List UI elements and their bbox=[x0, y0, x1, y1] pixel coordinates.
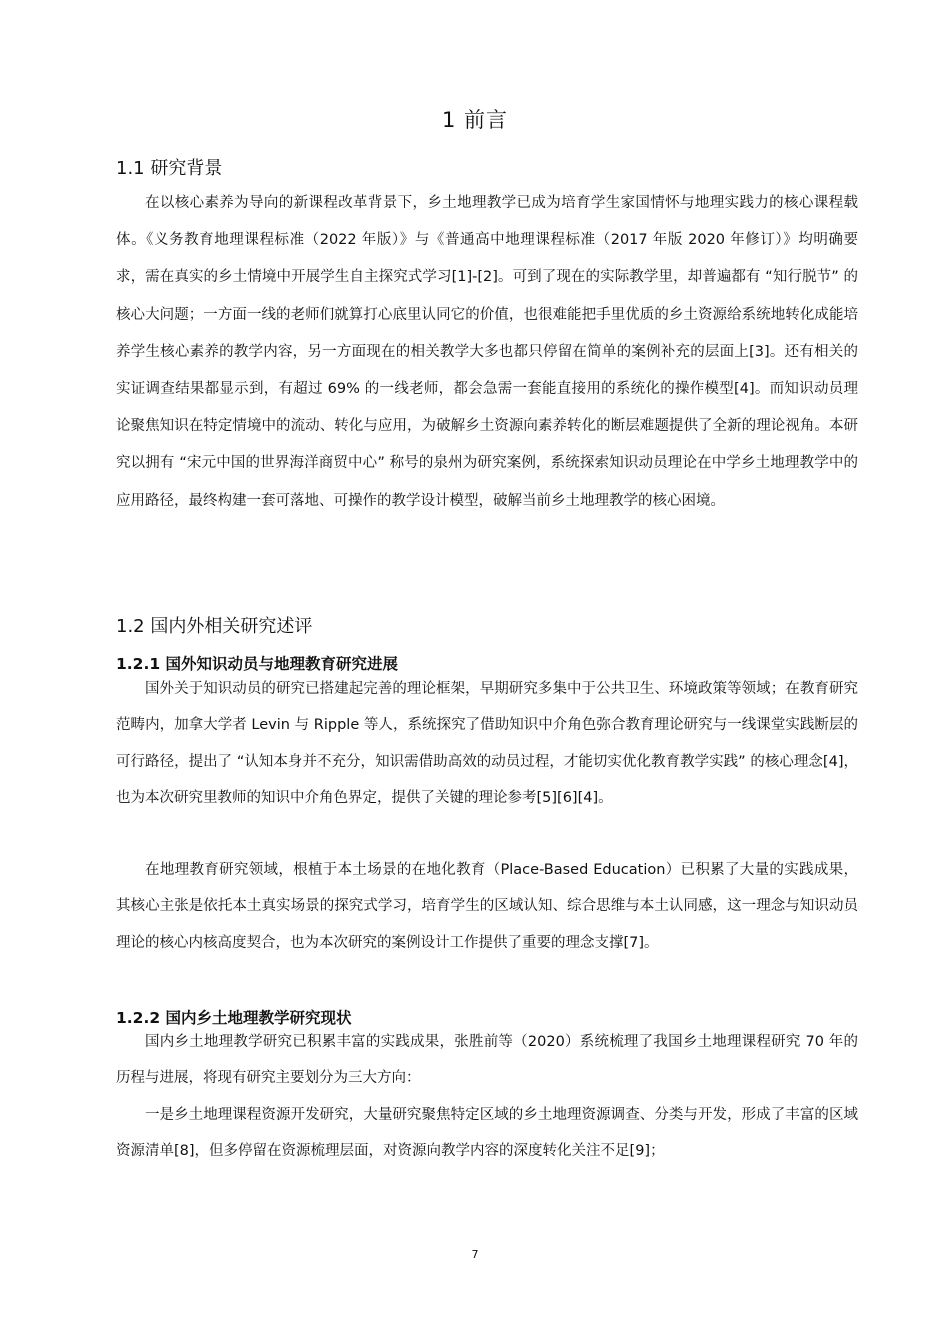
chapter-title: 1 前言 bbox=[441, 108, 509, 132]
subsection-title-foreign-research: 1.2.1 国外知识动员与地理教育研究进展 bbox=[116, 655, 399, 673]
section-title-literature-review: 1.2 国内外相关研究述评 bbox=[116, 616, 313, 637]
section-title-research-background: 1.1 研究背景 bbox=[116, 158, 223, 179]
paragraph-research-background: 在以核心素养为导向的新课程改革背景下，乡土地理教学已成为培育学生家国情怀与地理实践力的核心课程载体。《义务教育地理课程标准（2022 年版）》与《普通高中地理课程标准（2017 年版 2020 年修订）》均明确要求，需在真实的乡土情境中开展学生自主探究式学习[1]-[2]。可到了现在的实际教学里，却普遍都有 “知行脱节” 的核心大问题；一方面一线的老师们就算打心底里认同它的价值，也很难能把手里优质的乡土资源给系统地转化成能培养学生核心素养的教学内容，另一方面现在的相关教学大多也都只停留在简单的案例补充的层面上[3]。还有相关的实证调查结果都显示到，有超过 69% 的一线老师，都会急需一套能直接用的系统化的操作模型[4]。而知识动员理论聚焦知识在特定情境中的流动、转化与应用，为破解乡土资源向素养转化的断层难题提供了全新的理论视角。本研究以拥有 “宋元中国的世界海洋商贸中心” 称号的泉州为研究案例，系统探索知识动员理论在中学乡土地理教学中的应用路径，最终构建一套可落地、可操作的教学设计模型，破解当前乡土地理教学的核心困境。 bbox=[116, 195, 858, 509]
subsection-title-domestic-research: 1.2.2 国内乡土地理教学研究现状 bbox=[116, 1009, 352, 1027]
paragraph-domestic-research-1: 国内乡土地理教学研究已积累丰富的实践成果，张胜前等（2020）系统梳理了我国乡土地理课程研究 70 年的历程与进展，将现有研究主要划分为三大方向： bbox=[116, 1034, 858, 1087]
paragraph-foreign-research-1: 国外关于知识动员的研究已搭建起完善的理论框架，早期研究多集中于公共卫生、环境政策等领域；在教育研究范畴内，加拿大学者 Levin 与 Ripple 等人，系统探究了借助知识中介角色弥合教育理论研究与一线课堂实践断层的可行路径，提出了 “认知本身并不充分，知识需借助高效的动员过程，才能切实优化教育教学实践” 的核心理念[4]，也为本次研究里教师的知识中介角色界定，提供了关键的理论参考[5][6][4]。 bbox=[116, 681, 858, 807]
page-number: 7 bbox=[471, 1248, 479, 1261]
paragraph-domestic-research-2: 一是乡土地理课程资源开发研究，大量研究聚焦特定区域的乡土地理资源调查、分类与开发，形成了丰富的区域资源清单[8]，但多停留在资源梳理层面，对资源向教学内容的深度转化关注不足[9]； bbox=[116, 1107, 858, 1160]
paragraph-foreign-research-2: 在地理教育研究领域，根植于本土场景的在地化教育（Place-Based Education）已积累了大量的实践成果，其核心主张是依托本土真实场景的探究式学习，培育学生的区域认知、综合思维与本土认同感，这一理念与知识动员理论的核心内核高度契合，也为本次研究的案例设计工作提供了重要的理念支撑[7]。 bbox=[116, 862, 858, 951]
